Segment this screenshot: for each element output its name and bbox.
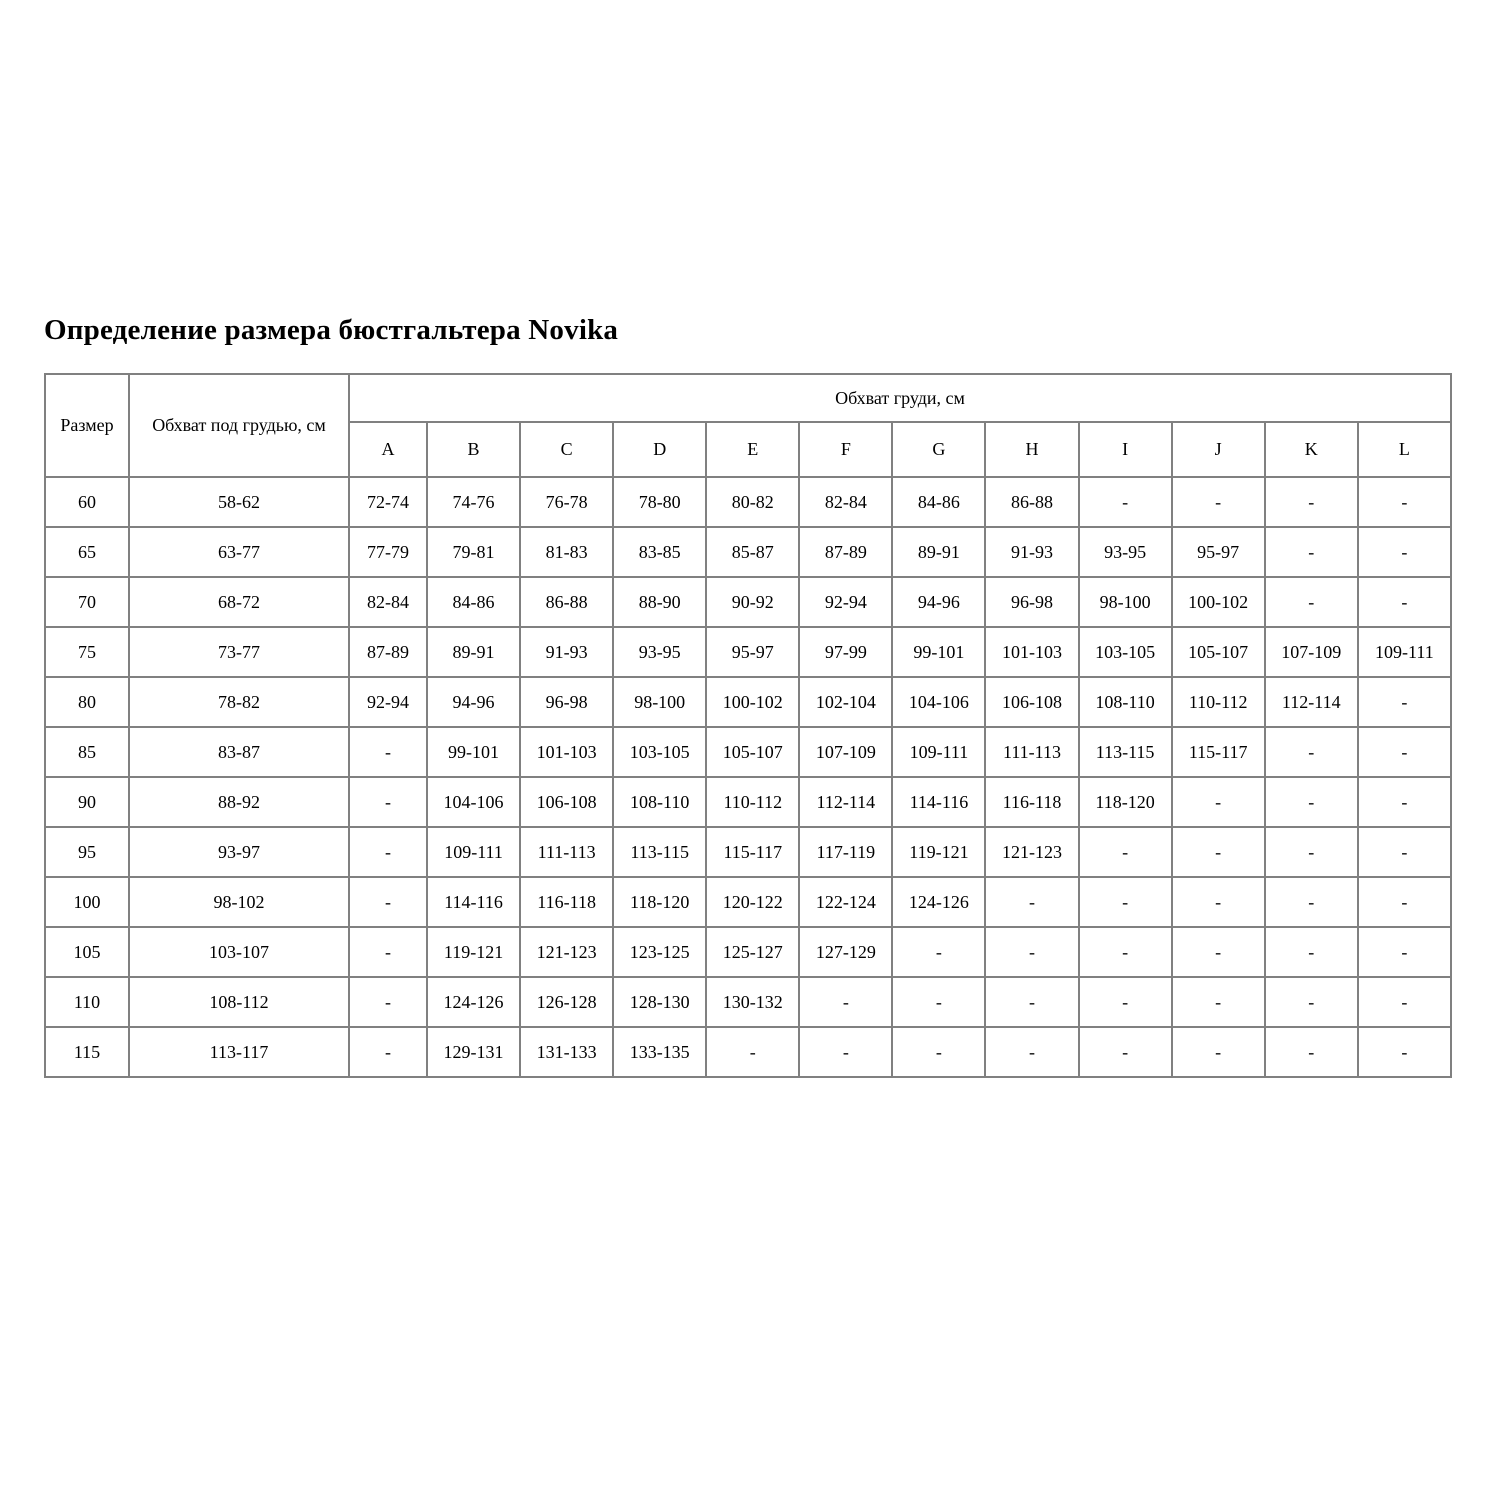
underbust-cell: 63-77 <box>129 527 349 577</box>
size-cell: 70 <box>45 577 129 627</box>
size-cell: 105 <box>45 927 129 977</box>
cup-value-cell: 124-126 <box>427 977 520 1027</box>
cup-value-cell: 106-108 <box>985 677 1078 727</box>
table-row <box>45 927 1451 977</box>
cup-column-header-i: I <box>1079 422 1172 477</box>
cup-value-cell: 87-89 <box>349 627 427 677</box>
cup-value-cell: 112-114 <box>1265 677 1358 727</box>
cup-value-cell: 119-121 <box>427 927 520 977</box>
cup-value-cell: - <box>1358 527 1451 577</box>
cup-value-cell: - <box>349 727 427 777</box>
cup-value-cell: 129-131 <box>427 1027 520 1077</box>
cup-value-cell: 127-129 <box>799 927 892 977</box>
cup-value-cell: 98-100 <box>1079 577 1172 627</box>
cup-value-cell: 109-111 <box>1358 627 1451 677</box>
cup-value-cell: 118-120 <box>613 877 706 927</box>
cup-value-cell: - <box>1358 677 1451 727</box>
cup-value-cell: - <box>1172 477 1265 527</box>
cup-value-cell: 99-101 <box>427 727 520 777</box>
cup-value-cell: 95-97 <box>706 627 799 677</box>
cup-value-cell: - <box>892 977 985 1027</box>
cup-column-header-a: A <box>349 422 427 477</box>
cup-value-cell: - <box>349 777 427 827</box>
cup-value-cell: 123-125 <box>613 927 706 977</box>
cup-value-cell: 96-98 <box>520 677 613 727</box>
cup-value-cell: 94-96 <box>427 677 520 727</box>
underbust-cell: 68-72 <box>129 577 349 627</box>
cup-value-cell: 113-115 <box>1079 727 1172 777</box>
cup-value-cell: 78-80 <box>613 477 706 527</box>
cup-value-cell: - <box>985 927 1078 977</box>
cup-value-cell: - <box>706 1027 799 1077</box>
cup-value-cell: - <box>1265 727 1358 777</box>
cup-value-cell: - <box>1358 977 1451 1027</box>
cup-value-cell: - <box>799 1027 892 1077</box>
cup-value-cell: 108-110 <box>613 777 706 827</box>
cup-value-cell: 124-126 <box>892 877 985 927</box>
cup-value-cell: 102-104 <box>799 677 892 727</box>
underbust-cell: 88-92 <box>129 777 349 827</box>
cup-value-cell: - <box>1079 827 1172 877</box>
cup-value-cell: 72-74 <box>349 477 427 527</box>
cup-value-cell: 109-111 <box>427 827 520 877</box>
cup-value-cell: 97-99 <box>799 627 892 677</box>
cup-value-cell: 107-109 <box>1265 627 1358 677</box>
cup-value-cell: 92-94 <box>349 677 427 727</box>
cup-value-cell: 119-121 <box>892 827 985 877</box>
cup-value-cell: - <box>1265 877 1358 927</box>
cup-value-cell: - <box>799 977 892 1027</box>
page-title: Определение размера бюстгальтера Novika <box>44 314 619 346</box>
underbust-cell: 108-112 <box>129 977 349 1027</box>
cup-value-cell: 76-78 <box>520 477 613 527</box>
cup-value-cell: 118-120 <box>1079 777 1172 827</box>
cup-value-cell: - <box>1079 1027 1172 1077</box>
cup-value-cell: - <box>349 877 427 927</box>
cup-value-cell: 115-117 <box>706 827 799 877</box>
cup-column-header-h: H <box>985 422 1078 477</box>
cup-column-header-g: G <box>892 422 985 477</box>
cup-value-cell: 111-113 <box>985 727 1078 777</box>
cup-value-cell: - <box>892 1027 985 1077</box>
cup-value-cell: - <box>1079 927 1172 977</box>
cup-column-header-k: K <box>1265 422 1358 477</box>
cup-column-header-e: E <box>706 422 799 477</box>
cup-value-cell: 103-105 <box>613 727 706 777</box>
underbust-cell: 93-97 <box>129 827 349 877</box>
cup-value-cell: - <box>1079 477 1172 527</box>
cup-value-cell: - <box>985 1027 1078 1077</box>
cup-value-cell: 104-106 <box>427 777 520 827</box>
cup-value-cell: 94-96 <box>892 577 985 627</box>
cup-value-cell: - <box>349 827 427 877</box>
header-row-group <box>45 374 1451 422</box>
cup-value-cell: 82-84 <box>799 477 892 527</box>
underbust-cell: 78-82 <box>129 677 349 727</box>
cup-value-cell: 82-84 <box>349 577 427 627</box>
cup-value-cell: - <box>1079 977 1172 1027</box>
cup-value-cell: 122-124 <box>799 877 892 927</box>
table-row <box>45 777 1451 827</box>
cup-value-cell: 116-118 <box>985 777 1078 827</box>
cup-value-cell: 84-86 <box>892 477 985 527</box>
cup-value-cell: 101-103 <box>985 627 1078 677</box>
cup-value-cell: - <box>1358 477 1451 527</box>
cup-value-cell: 84-86 <box>427 577 520 627</box>
cup-value-cell: 112-114 <box>799 777 892 827</box>
cup-value-cell: 125-127 <box>706 927 799 977</box>
cup-value-cell: 114-116 <box>427 877 520 927</box>
table-row <box>45 677 1451 727</box>
table-row <box>45 477 1451 527</box>
cup-value-cell: 106-108 <box>520 777 613 827</box>
cup-value-cell: 89-91 <box>892 527 985 577</box>
cup-value-cell: - <box>1172 927 1265 977</box>
underbust-cell: 73-77 <box>129 627 349 677</box>
cup-value-cell: - <box>1358 927 1451 977</box>
cup-value-cell: - <box>1265 777 1358 827</box>
cup-column-header-l: L <box>1358 422 1451 477</box>
cup-value-cell: 89-91 <box>427 627 520 677</box>
size-cell: 95 <box>45 827 129 877</box>
size-column-header: Размер <box>45 374 129 477</box>
size-cell: 60 <box>45 477 129 527</box>
size-table-body <box>45 477 1451 1077</box>
cup-value-cell: - <box>892 927 985 977</box>
cup-value-cell: 128-130 <box>613 977 706 1027</box>
cup-column-header-d: D <box>613 422 706 477</box>
cup-value-cell: 113-115 <box>613 827 706 877</box>
cup-value-cell: - <box>985 977 1078 1027</box>
cup-value-cell: 91-93 <box>520 627 613 677</box>
cup-value-cell: - <box>1265 827 1358 877</box>
cup-value-cell: 86-88 <box>985 477 1078 527</box>
cup-value-cell: - <box>1265 527 1358 577</box>
cup-value-cell: 104-106 <box>892 677 985 727</box>
cup-value-cell: 93-95 <box>613 627 706 677</box>
cup-value-cell: - <box>349 977 427 1027</box>
cup-value-cell: 111-113 <box>520 827 613 877</box>
cup-value-cell: 107-109 <box>799 727 892 777</box>
cup-value-cell: 110-112 <box>1172 677 1265 727</box>
cup-value-cell: 105-107 <box>706 727 799 777</box>
cup-value-cell: 108-110 <box>1079 677 1172 727</box>
cup-value-cell: - <box>1265 477 1358 527</box>
size-cell: 65 <box>45 527 129 577</box>
cup-value-cell: 91-93 <box>985 527 1078 577</box>
cup-value-cell: - <box>1172 877 1265 927</box>
cup-value-cell: 100-102 <box>1172 577 1265 627</box>
cup-value-cell: 120-122 <box>706 877 799 927</box>
underbust-column-header: Обхват под грудью, см <box>129 374 349 477</box>
cup-value-cell: 109-111 <box>892 727 985 777</box>
cup-value-cell: - <box>1265 1027 1358 1077</box>
cup-value-cell: 114-116 <box>892 777 985 827</box>
cup-value-cell: - <box>1358 727 1451 777</box>
cup-value-cell: 100-102 <box>706 677 799 727</box>
cup-value-cell: - <box>1172 1027 1265 1077</box>
cup-column-header-f: F <box>799 422 892 477</box>
cup-value-cell: - <box>349 927 427 977</box>
cup-value-cell: 83-85 <box>613 527 706 577</box>
cup-value-cell: 101-103 <box>520 727 613 777</box>
cup-value-cell: 121-123 <box>985 827 1078 877</box>
cup-value-cell: 110-112 <box>706 777 799 827</box>
bust-group-header: Обхват груди, см <box>349 374 1451 422</box>
table-row <box>45 727 1451 777</box>
cup-value-cell: 90-92 <box>706 577 799 627</box>
cup-value-cell: 80-82 <box>706 477 799 527</box>
cup-value-cell: 95-97 <box>1172 527 1265 577</box>
table-row <box>45 1027 1451 1077</box>
cup-value-cell: - <box>349 1027 427 1077</box>
underbust-cell: 83-87 <box>129 727 349 777</box>
cup-value-cell: 99-101 <box>892 627 985 677</box>
cup-value-cell: 93-95 <box>1079 527 1172 577</box>
cup-column-header-j: J <box>1172 422 1265 477</box>
size-cell: 75 <box>45 627 129 677</box>
cup-value-cell: - <box>985 877 1078 927</box>
cup-value-cell: 74-76 <box>427 477 520 527</box>
table-row <box>45 577 1451 627</box>
cup-value-cell: 77-79 <box>349 527 427 577</box>
table-row <box>45 877 1451 927</box>
size-cell: 115 <box>45 1027 129 1077</box>
cup-value-cell: 92-94 <box>799 577 892 627</box>
underbust-cell: 113-117 <box>129 1027 349 1077</box>
cup-value-cell: 130-132 <box>706 977 799 1027</box>
cup-value-cell: - <box>1265 927 1358 977</box>
cup-value-cell: - <box>1079 877 1172 927</box>
size-cell: 100 <box>45 877 129 927</box>
size-cell: 90 <box>45 777 129 827</box>
size-cell: 80 <box>45 677 129 727</box>
cup-value-cell: 133-135 <box>613 1027 706 1077</box>
cup-value-cell: 117-119 <box>799 827 892 877</box>
cup-value-cell: 85-87 <box>706 527 799 577</box>
cup-value-cell: 87-89 <box>799 527 892 577</box>
table-row <box>45 977 1451 1027</box>
cup-value-cell: - <box>1358 777 1451 827</box>
cup-value-cell: 98-100 <box>613 677 706 727</box>
cup-value-cell: 121-123 <box>520 927 613 977</box>
cup-value-cell: - <box>1172 827 1265 877</box>
cup-value-cell: 86-88 <box>520 577 613 627</box>
cup-value-cell: 126-128 <box>520 977 613 1027</box>
cup-value-cell: 116-118 <box>520 877 613 927</box>
cup-value-cell: 103-105 <box>1079 627 1172 677</box>
cup-column-header-c: C <box>520 422 613 477</box>
table-row <box>45 627 1451 677</box>
cup-value-cell: - <box>1172 977 1265 1027</box>
cup-value-cell: 131-133 <box>520 1027 613 1077</box>
size-cell: 110 <box>45 977 129 1027</box>
cup-value-cell: - <box>1172 777 1265 827</box>
cup-value-cell: 81-83 <box>520 527 613 577</box>
underbust-cell: 98-102 <box>129 877 349 927</box>
cup-column-header-b: B <box>427 422 520 477</box>
cup-value-cell: - <box>1265 577 1358 627</box>
underbust-cell: 58-62 <box>129 477 349 527</box>
table-row <box>45 527 1451 577</box>
cup-value-cell: - <box>1358 827 1451 877</box>
cup-value-cell: - <box>1358 577 1451 627</box>
cup-value-cell: 96-98 <box>985 577 1078 627</box>
cup-value-cell: 115-117 <box>1172 727 1265 777</box>
table-row <box>45 827 1451 877</box>
cup-value-cell: - <box>1265 977 1358 1027</box>
cup-value-cell: 79-81 <box>427 527 520 577</box>
cup-value-cell: - <box>1358 1027 1451 1077</box>
cup-value-cell: - <box>1358 877 1451 927</box>
size-cell: 85 <box>45 727 129 777</box>
cup-value-cell: 88-90 <box>613 577 706 627</box>
cup-value-cell: 105-107 <box>1172 627 1265 677</box>
underbust-cell: 103-107 <box>129 927 349 977</box>
size-table <box>44 373 1452 1078</box>
